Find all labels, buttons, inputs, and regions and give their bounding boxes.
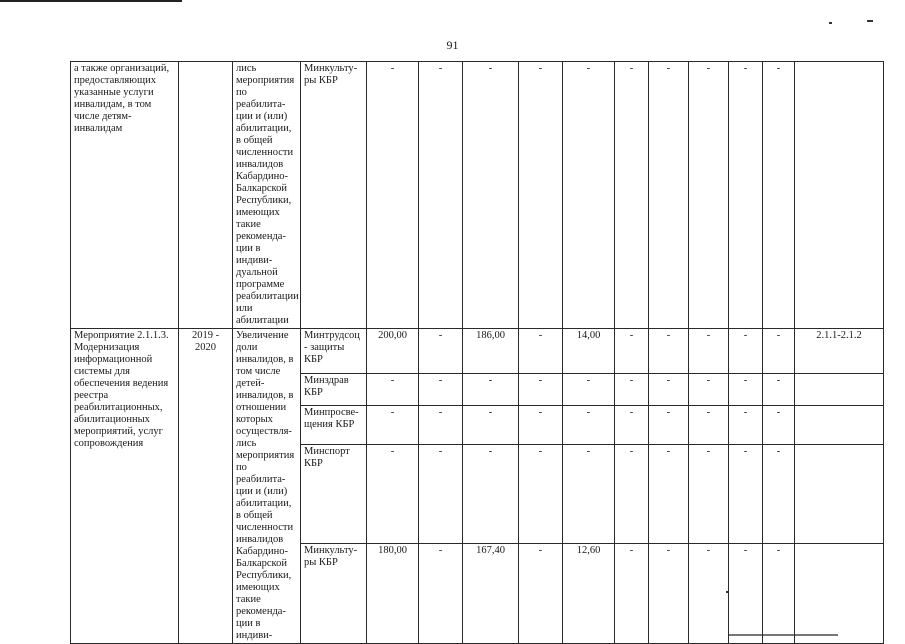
executor-cell: Минкульту-ры КБР — [301, 62, 367, 329]
value-cell: - — [463, 445, 519, 544]
value-cell: - — [729, 445, 763, 544]
indicator-cell: 2.1.1-2.1.2 — [795, 329, 884, 374]
table-row — [71, 329, 884, 374]
value-cell: - — [649, 405, 689, 445]
value-cell: - — [519, 405, 563, 445]
value-cell: - — [563, 374, 615, 405]
value-cell: - — [615, 445, 649, 544]
value-cell: - — [689, 329, 729, 374]
value-cell: 186,00 — [463, 329, 519, 374]
value-cell: - — [615, 544, 649, 644]
indicator-cell — [795, 445, 884, 544]
value-cell: - — [463, 374, 519, 405]
value-cell: - — [563, 62, 615, 329]
value-cell: - — [729, 374, 763, 405]
executor-cell: Минспорт КБР — [301, 445, 367, 544]
value-cell: - — [367, 374, 419, 405]
value-cell: - — [763, 329, 795, 374]
value-cell: - — [367, 405, 419, 445]
indicator-cell — [795, 374, 884, 405]
value-cell: - — [689, 445, 729, 544]
value-cell: - — [519, 544, 563, 644]
indicator-cell — [795, 62, 884, 329]
value-cell: - — [763, 544, 795, 644]
value-cell: - — [419, 544, 463, 644]
years-cell: 2019 - 2020 — [179, 329, 233, 644]
value-cell: - — [615, 62, 649, 329]
scan-mark — [867, 20, 873, 22]
value-cell: - — [689, 405, 729, 445]
measure-name-cell: а также организаций, предоставляющих указанные услуги инвалидам, в том числе детям-инвалидам — [71, 62, 179, 329]
value-cell: - — [615, 405, 649, 445]
value-cell: - — [563, 445, 615, 544]
value-cell: - — [519, 329, 563, 374]
value-cell: - — [519, 62, 563, 329]
value-cell: - — [419, 374, 463, 405]
value-cell: - — [649, 374, 689, 405]
value-cell: 14,00 — [563, 329, 615, 374]
value-cell: - — [367, 445, 419, 544]
page-number: 91 — [446, 38, 459, 52]
indicator-cell — [795, 405, 884, 445]
value-cell: - — [763, 374, 795, 405]
value-cell: - — [649, 62, 689, 329]
description-cell: лись мероприятия по реабилита-ции и (или) абилитации, в общей численности инвалидов Кабардино-Балкарской Республики, имеющих такие рекоменда-ции в индиви-дуальной программе реабилитации или абилитации — [233, 62, 301, 329]
measure-name-cell: Мероприятие 2.1.1.3. Модернизация информационной системы для обеспечения ведения реестра реабилитационных, абилитационных мероприятий, услуг сопровождения — [71, 329, 179, 644]
value-cell: - — [729, 62, 763, 329]
value-cell: - — [419, 405, 463, 445]
value-cell: - — [615, 374, 649, 405]
value-cell: - — [419, 62, 463, 329]
value-cell: - — [419, 445, 463, 544]
top-rule — [0, 0, 182, 2]
value-cell: - — [649, 329, 689, 374]
executor-cell: Минкульту-ры КБР — [301, 544, 367, 644]
value-cell: - — [763, 405, 795, 445]
value-cell: 200,00 — [367, 329, 419, 374]
value-cell: - — [615, 329, 649, 374]
executor-cell: Минпросве-щения КБР — [301, 405, 367, 445]
value-cell: - — [419, 329, 463, 374]
value-cell: - — [649, 544, 689, 644]
value-cell: - — [689, 62, 729, 329]
value-cell: - — [519, 445, 563, 544]
executor-cell: Минздрав КБР — [301, 374, 367, 405]
value-cell: - — [729, 329, 763, 374]
value-cell: - — [763, 445, 795, 544]
value-cell: - — [763, 62, 795, 329]
value-cell: 167,40 — [463, 544, 519, 644]
years-cell — [179, 62, 233, 329]
description-cell: Увеличение доли инвалидов, в том числе детей-инвалидов, в отношении которых осуществля-лись мероприятия по реабилита-ции и (или) абилитации, в общей численности инвалидов Кабардино-Балкарской Республики, имеющих такие рекоменда-ции в индиви- — [233, 329, 301, 644]
value-cell: 12,60 — [563, 544, 615, 644]
value-cell: - — [519, 374, 563, 405]
value-cell: - — [563, 405, 615, 445]
value-cell: - — [463, 62, 519, 329]
executor-cell: Минтрудсоц - защиты КБР — [301, 329, 367, 374]
value-cell: - — [729, 405, 763, 445]
value-cell: - — [729, 544, 763, 644]
value-cell: - — [649, 445, 689, 544]
indicator-cell — [795, 544, 884, 644]
scan-mark — [829, 22, 832, 24]
value-cell: - — [463, 405, 519, 445]
value-cell: 180,00 — [367, 544, 419, 644]
value-cell: - — [367, 62, 419, 329]
table-row — [71, 62, 884, 329]
program-table — [70, 61, 884, 644]
value-cell: - — [689, 544, 729, 644]
value-cell: - — [689, 374, 729, 405]
